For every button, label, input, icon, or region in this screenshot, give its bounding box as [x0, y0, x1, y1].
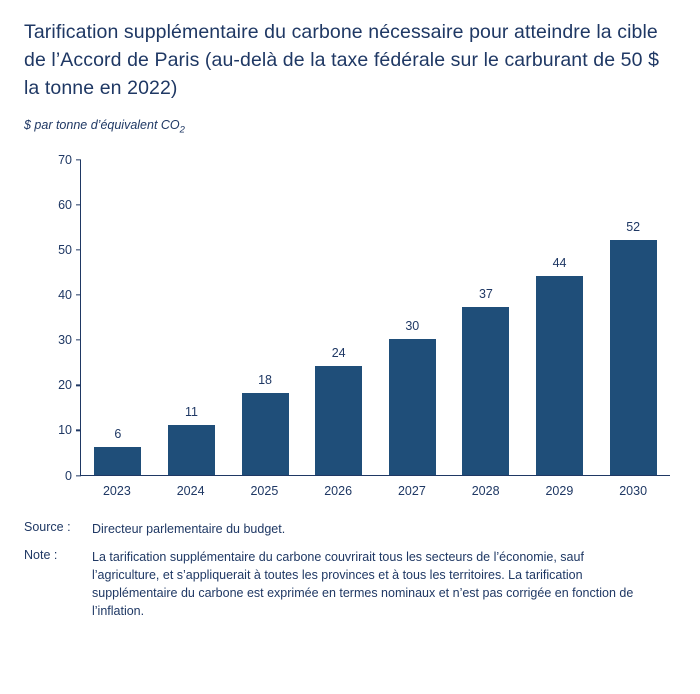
y-tick-mark [76, 475, 81, 476]
footnotes [24, 520, 644, 620]
x-tick-label: 2023 [102, 483, 131, 498]
y-tick-label: 20 [58, 378, 72, 393]
y-tick-label: 30 [58, 333, 72, 348]
chart-units-subscript: 2 [179, 124, 185, 136]
chart-units-text: $ par tonne d’équivalent CO [24, 118, 180, 132]
page-title: Tarification supplémentaire du carbone nécessaire pour atteindre la cible de l’Accord de Paris (au-delà de la taxe fédérale sur le carburant de 50 $ la tonne en 2022) [24, 21, 660, 99]
bar-value-label: 24 [331, 346, 346, 361]
bar[interactable] [610, 240, 657, 475]
x-axis [80, 484, 670, 498]
bar-item[interactable] [596, 160, 670, 475]
note-text: La tarification supplémentaire du carbone couvrirait tous les secteurs de l’économie, sauf l’agriculture, et s’appliquerait à toutes les provinces et à tous les territoires. La tarification supplémentaire du carbone est exprimée en termes nominaux et n’est pas corrigée en fonction de l’inflation. [92, 549, 634, 618]
bar-item[interactable] [155, 160, 229, 475]
bar-item[interactable] [523, 160, 597, 475]
y-tick-label: 70 [58, 152, 72, 167]
bar-value-label: 6 [114, 427, 122, 442]
note-label: Note : [24, 547, 58, 562]
y-tick-label: 40 [58, 287, 72, 302]
y-tick-label: 50 [58, 242, 72, 257]
bar-value-label: 30 [405, 319, 420, 334]
bar-item[interactable] [449, 160, 523, 475]
x-tick-label: 2025 [250, 483, 279, 498]
bar[interactable] [94, 447, 141, 474]
bar[interactable] [315, 366, 362, 474]
y-tick-label: 60 [58, 197, 72, 212]
bar-item[interactable] [81, 160, 155, 475]
x-tick-label: 2029 [545, 483, 574, 498]
y-tick-label: 10 [58, 423, 72, 438]
bar-item[interactable] [302, 160, 376, 475]
bar[interactable] [168, 425, 215, 475]
bar[interactable] [242, 393, 289, 474]
x-tick-label: 2030 [619, 483, 648, 498]
plot-area [58, 152, 670, 483]
bar-value-label: 37 [478, 287, 493, 302]
note-row [24, 548, 644, 620]
bar-item[interactable] [228, 160, 302, 475]
source-row [24, 520, 644, 538]
bar-chart [24, 150, 676, 510]
chart-units-label [24, 118, 676, 136]
source-text: Directeur parlementaire du budget. [92, 521, 286, 536]
x-tick-label: 2024 [176, 483, 205, 498]
bar[interactable] [389, 339, 436, 474]
y-tick-label: 0 [65, 468, 72, 483]
x-tick-label: 2027 [397, 483, 426, 498]
x-tick-label: 2026 [324, 483, 353, 498]
bar-value-label: 11 [184, 404, 198, 419]
bar-value-label: 18 [258, 373, 273, 388]
bar-series [81, 160, 670, 475]
bar[interactable] [536, 276, 583, 475]
bar[interactable] [462, 307, 509, 474]
x-tick-label: 2028 [471, 483, 500, 498]
bar-value-label: 52 [626, 219, 641, 234]
bar-item[interactable] [376, 160, 450, 475]
bar-value-label: 44 [552, 255, 567, 270]
source-label: Source : [24, 519, 71, 534]
